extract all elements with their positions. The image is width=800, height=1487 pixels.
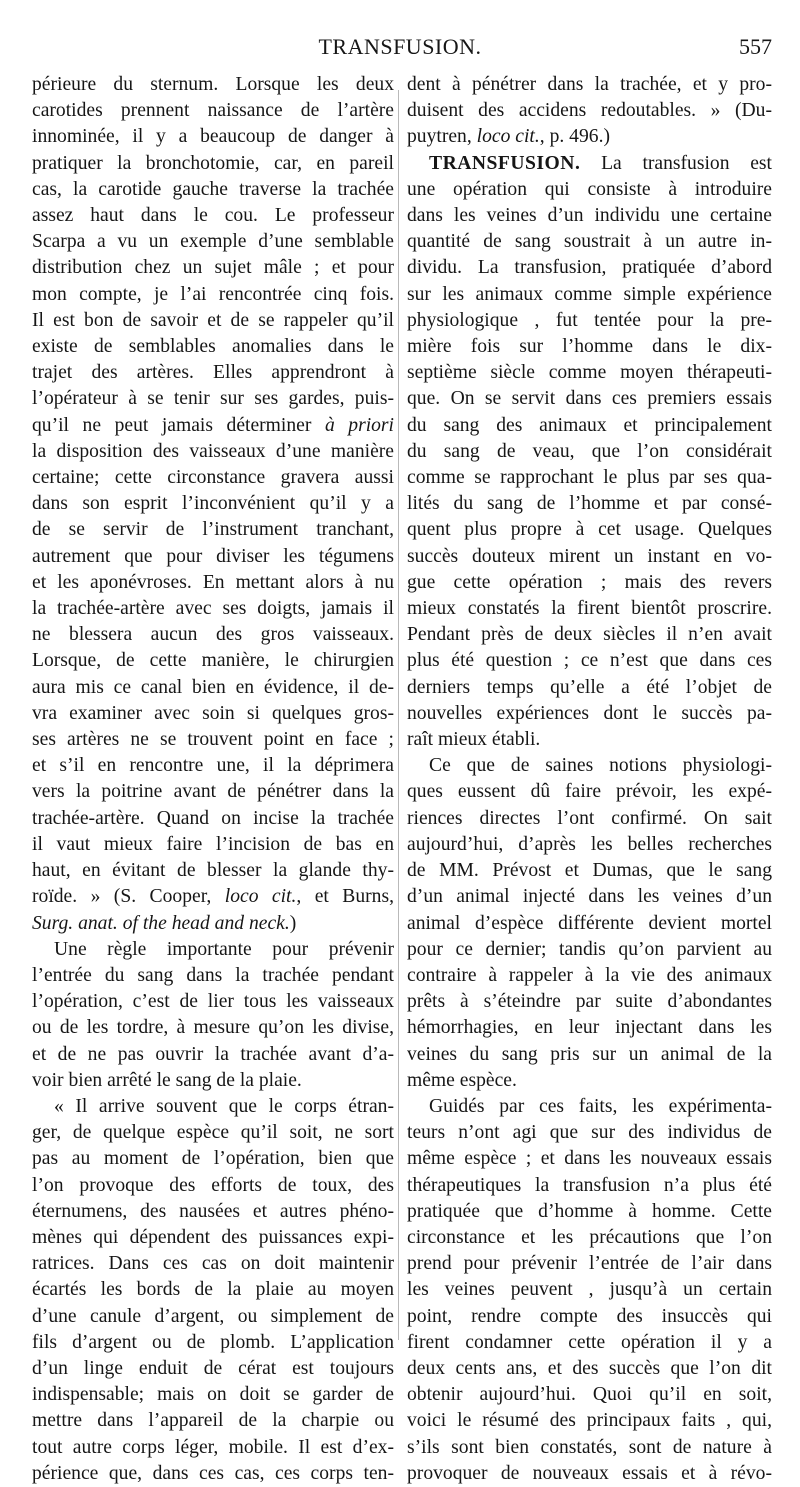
- line-text: haut, en évitant de blesser la glande thy-: [32, 860, 394, 882]
- line-text: dans son esprit l’inconvénient qu’il y a: [32, 493, 394, 515]
- line-text: que. On se servit dans ces premiers essais: [407, 388, 772, 410]
- text-line: [407, 1277, 772, 1303]
- text-line: [407, 1173, 772, 1199]
- line-text: circonstance et les précautions que l’on: [407, 1226, 772, 1248]
- line-text: deux cents ans, et des succès que l’on dit: [407, 1357, 772, 1379]
- line-text: pratiquer la bronchotomie, car, en pareil: [32, 152, 394, 174]
- line-text: il vaut mieux faire l’incision de bas en: [32, 833, 394, 855]
- text-line: [32, 229, 394, 255]
- line-text: ou de les tordre, à mesure qu’on les divise,: [32, 1017, 394, 1039]
- text-line: [407, 308, 772, 334]
- line-text: l’on provoque des efforts de toux, des: [32, 1174, 394, 1196]
- line-text: vers la poitrine avant de pénétrer dans la: [32, 781, 394, 803]
- line-text: l’opérateur à se tenir sur ses gardes, puis-: [32, 388, 394, 410]
- text-line: [32, 151, 394, 177]
- line-text: innominée, il y a beaucoup de danger à: [32, 126, 394, 148]
- line-text: plus été question ; ce n’est que dans ces: [407, 650, 772, 672]
- text-line: [407, 1251, 772, 1277]
- text-line: [32, 806, 394, 832]
- text-line: [32, 1461, 394, 1487]
- line-text: thérapeutiques la transfusion n’a plus été: [407, 1174, 772, 1196]
- text-line: [407, 229, 772, 255]
- line-text: contraire à rappeler à la vie des animaux: [407, 964, 772, 986]
- line-text: de se servir de l’instrument tranchant,: [32, 519, 394, 541]
- line-text: Scarpa a vu un exemple d’une semblable: [32, 231, 394, 253]
- italic-citation: loco cit.: [224, 886, 297, 908]
- text-line: [407, 1199, 772, 1225]
- line-text: succès douteux mirent un instant en vo-: [407, 545, 772, 567]
- text-line: [407, 806, 772, 832]
- line-text: veines du sang pris sur un animal de la: [407, 1043, 772, 1065]
- text-line: [407, 1356, 772, 1382]
- text-line: [407, 1015, 772, 1041]
- line-text: écartés les bords de la plaie au moyen: [32, 1279, 394, 1301]
- text-line: [407, 648, 772, 674]
- line-text: certaine; cette circonstance gravera aussi: [32, 467, 394, 489]
- line-text: Une règle importante pour prévenir: [54, 938, 394, 960]
- line-text: s’ils sont bien constatés, sont de nature à: [407, 1436, 772, 1458]
- line-text: provoquer de nouveaux essais et à révo-: [407, 1462, 772, 1484]
- text-line: [407, 177, 772, 203]
- text-line: [407, 963, 772, 989]
- text-line: [407, 675, 772, 701]
- line-text: derniers temps qu’elle a été l’objet de: [407, 676, 772, 698]
- right-text-column: [407, 72, 772, 1487]
- text-line: [32, 1094, 394, 1120]
- text-line: [32, 413, 394, 439]
- line-tail: , p. 496.): [539, 126, 610, 148]
- line-text: la trachée-artère avec ses doigts, jamais il: [32, 598, 394, 620]
- text-line: [32, 517, 394, 543]
- text-line: [407, 72, 772, 98]
- text-line: [32, 1199, 394, 1225]
- text-line: [32, 858, 394, 884]
- line-text: puytren,: [407, 126, 477, 148]
- line-text: Lorsque, de cette manière, le chirurgien: [32, 650, 394, 672]
- line-text: indispensable; mais on doit se garder de: [32, 1384, 394, 1406]
- line-text: nouvelles expériences dont le succès pa-: [407, 702, 772, 724]
- text-line: [407, 1094, 772, 1120]
- text-line: [32, 439, 394, 465]
- line-text: mettre dans l’appareil de la charpie ou: [32, 1410, 394, 1432]
- text-line: [407, 911, 772, 937]
- line-text: les veines peuvent , jusqu’à un certain: [407, 1279, 772, 1301]
- text-line: [407, 1304, 772, 1330]
- text-line: [32, 1251, 394, 1277]
- line-text: d’un linge enduit de cérat est toujours: [32, 1357, 394, 1379]
- line-text: trajet des artères. Elles apprendront à: [32, 362, 394, 384]
- text-line: [407, 465, 772, 491]
- text-line: [32, 1042, 394, 1068]
- line-tail: La transfusion est: [580, 152, 772, 174]
- line-text: éternumens, des nausées et autres phéno-: [32, 1200, 394, 1222]
- line-text: prend pour prévenir l’entrée de l’air dans: [407, 1253, 772, 1275]
- line-text: assez haut dans le cou. Le professeur: [32, 205, 394, 227]
- line-text: Ce que de saines notions physiologi-: [429, 755, 772, 777]
- text-line: [407, 1120, 772, 1146]
- line-text: pas au moment de l’opération, bien que: [32, 1148, 394, 1170]
- line-text: septième siècle comme moyen thérapeuti-: [407, 362, 772, 384]
- line-text: raît mieux établi.: [407, 729, 541, 751]
- line-text: animal d’espèce différente devient mortel: [407, 912, 772, 934]
- text-line: [32, 701, 394, 727]
- text-line: [407, 360, 772, 386]
- line-text: mière fois sur l’homme dans le dix-: [407, 336, 772, 358]
- line-text: d’un animal injecté dans les veines d’un: [407, 886, 772, 908]
- line-text: de MM. Prévost et Dumas, que le sang: [407, 860, 772, 882]
- text-line: [407, 1461, 772, 1487]
- line-text: vra examiner avec soin si quelques gros-: [32, 702, 394, 724]
- line-text: « Il arrive souvent que le corps étran-: [54, 1095, 394, 1117]
- entry-heading: TRANSFUSION.: [429, 152, 581, 174]
- text-line: [407, 622, 772, 648]
- line-text: Pendant près de deux siècles il n’en avait: [407, 624, 772, 646]
- line-text: tout autre corps léger, mobile. Il est d’ex-: [32, 1436, 394, 1458]
- text-line: [407, 282, 772, 308]
- text-line: [32, 1015, 394, 1041]
- line-text: roïde. » (S. Cooper,: [32, 886, 225, 908]
- text-line: [407, 596, 772, 622]
- line-text: ne blessera aucun des gros vaisseaux.: [32, 624, 394, 646]
- text-line: [32, 911, 394, 937]
- italic-citation: Surg. anat. of the head and neck.: [32, 912, 290, 934]
- line-text: cas, la carotide gauche traverse la trachée: [32, 178, 394, 200]
- text-line: [407, 727, 772, 753]
- line-text: mènes qui dépendent des puissances expi-: [32, 1226, 394, 1248]
- line-text: du sang des animaux et principalement: [407, 414, 772, 436]
- text-line: [32, 282, 394, 308]
- line-text: ger, de quelque espèce qu’il soit, ne sort: [32, 1122, 394, 1144]
- text-line: [32, 255, 394, 281]
- line-text: dent à pénétrer dans la trachée, et y pro-: [407, 74, 772, 95]
- line-text: mon compte, je l’ai rencontrée cinq fois.: [32, 283, 394, 305]
- line-text: ques eussent dû faire prévoir, les expé-: [407, 781, 772, 803]
- line-text: trachée-artère. Quand on incise la trachée: [32, 807, 394, 829]
- text-line: [407, 413, 772, 439]
- text-line: [407, 989, 772, 1015]
- text-line: [407, 701, 772, 727]
- line-text: Il est bon de savoir et de se rappeler qu’il: [32, 309, 394, 331]
- text-line: [407, 1225, 772, 1251]
- line-text: pour ce dernier; tandis qu’on parvient au: [407, 938, 772, 960]
- text-line: [32, 308, 394, 334]
- left-text-column: [32, 72, 394, 1487]
- line-text: mieux constatés la firent bientôt proscrire.: [407, 598, 772, 620]
- text-line: [407, 255, 772, 281]
- line-text: même espèce.: [407, 1069, 517, 1091]
- page-number: 557: [739, 34, 772, 59]
- line-text: riences directes l’ont confirmé. On sait: [407, 807, 772, 829]
- text-line: [407, 334, 772, 360]
- line-text: et s’il en rencontre une, il la déprimera: [32, 755, 394, 777]
- running-title: TRANSFUSION.: [318, 34, 482, 59]
- text-line: [407, 386, 772, 412]
- text-line: [32, 1304, 394, 1330]
- line-text: dans les veines d’un individu une certaine: [407, 205, 772, 227]
- text-line: [407, 151, 772, 177]
- line-text: qu’il ne peut jamais déterminer: [32, 414, 325, 436]
- line-text: quent plus propre à cet usage. Quelques: [407, 519, 772, 541]
- text-line: [32, 98, 394, 124]
- text-line: [407, 937, 772, 963]
- text-line: [32, 570, 394, 596]
- line-text: gue cette opération ; mais des revers: [407, 571, 772, 593]
- text-line: [32, 648, 394, 674]
- text-line: [32, 124, 394, 150]
- text-line: [32, 1173, 394, 1199]
- text-line: [407, 1382, 772, 1408]
- text-line: [32, 884, 394, 910]
- line-text: l’opération, c’est de lier tous les vaisseaux: [32, 991, 394, 1013]
- text-line: [32, 334, 394, 360]
- text-line: [32, 963, 394, 989]
- line-text: lités du sang de l’homme et par consé-: [407, 493, 772, 515]
- text-line: [32, 727, 394, 753]
- italic-citation: loco cit.: [476, 126, 540, 148]
- text-line: [407, 491, 772, 517]
- line-text: pratiquée que d’homme à homme. Cette: [407, 1200, 772, 1222]
- text-line: [32, 1382, 394, 1408]
- line-text: obtenir aujourd’hui. Quoi qu’il en soit,: [407, 1384, 772, 1406]
- text-line: [407, 1042, 772, 1068]
- text-line: [407, 832, 772, 858]
- line-text: ses artères ne se trouvent point en face ;: [32, 729, 394, 751]
- text-line: [32, 832, 394, 858]
- line-text: une opération qui consiste à introduire: [407, 178, 772, 200]
- text-line: [32, 544, 394, 570]
- line-text: périeure du sternum. Lorsque les deux: [32, 74, 394, 95]
- line-text: firent condamner cette opération il y a: [407, 1331, 772, 1353]
- line-tail: ): [289, 912, 297, 934]
- text-line: [407, 1330, 772, 1356]
- text-line: [407, 1068, 772, 1094]
- line-text: périence que, dans ces cas, ces corps ten-: [32, 1462, 394, 1484]
- page-header: [0, 22, 800, 62]
- text-line: [407, 570, 772, 596]
- line-text: autrement que pour diviser les tégumens: [32, 545, 394, 567]
- line-text: sur les animaux comme simple expérience: [407, 283, 772, 305]
- text-line: [32, 203, 394, 229]
- line-text: voir bien arrêté le sang de la plaie.: [32, 1069, 302, 1091]
- text-line: [407, 1435, 772, 1461]
- text-line: [32, 177, 394, 203]
- line-text: l’entrée du sang dans la trachée pendant: [32, 964, 394, 986]
- line-text: même espèce ; et dans les nouveaux essais: [407, 1148, 772, 1170]
- line-text: prêts à s’éteindre par suite d’abondantes: [407, 991, 772, 1013]
- text-line: [32, 1277, 394, 1303]
- text-line: [407, 98, 772, 124]
- line-text: du sang de veau, que l’on considérait: [407, 440, 772, 462]
- line-text: quantité de sang soustrait à un autre in-: [407, 231, 772, 253]
- text-line: [32, 753, 394, 779]
- line-text: hémorrhagies, en leur injectant dans les: [407, 1017, 772, 1039]
- line-text: distribution chez un sujet mâle ; et pour: [32, 257, 394, 279]
- text-line: [32, 596, 394, 622]
- text-line: [32, 1435, 394, 1461]
- text-line: [407, 753, 772, 779]
- text-line: [407, 439, 772, 465]
- line-text: physiologique , fut tentée pour la pre-: [407, 309, 772, 331]
- line-text: Guidés par ces faits, les expérimenta-: [429, 1095, 772, 1117]
- line-text: aujourd’hui, d’après les belles recherches: [407, 833, 772, 855]
- line-text: existe de semblables anomalies dans le: [32, 336, 394, 358]
- line-text: ratrices. Dans ces cas on doit maintenir: [32, 1253, 394, 1275]
- line-text: et de ne pas ouvrir la trachée avant d’a-: [32, 1043, 394, 1065]
- text-line: [32, 937, 394, 963]
- line-text: d’une canule d’argent, ou simplement de: [32, 1305, 394, 1327]
- text-line: [32, 1120, 394, 1146]
- line-tail: , et Burns,: [296, 886, 394, 908]
- line-text: duisent des accidens redoutables. » (Du-: [407, 100, 772, 122]
- text-line: [32, 386, 394, 412]
- text-line: [407, 884, 772, 910]
- text-line: [32, 72, 394, 98]
- text-line: [407, 858, 772, 884]
- text-line: [32, 989, 394, 1015]
- text-line: [32, 1330, 394, 1356]
- text-line: [32, 675, 394, 701]
- line-text: carotides prennent naissance de l’artère: [32, 100, 394, 122]
- text-line: [32, 360, 394, 386]
- text-line: [407, 1408, 772, 1434]
- line-text: teurs n’ont agi que sur des individus de: [407, 1122, 772, 1144]
- line-text: point, rendre compte des insuccès qui: [407, 1305, 772, 1327]
- line-text: aura mis ce canal bien en évidence, il de-: [32, 676, 394, 698]
- text-line: [32, 1146, 394, 1172]
- text-line: [32, 1408, 394, 1434]
- text-line: [32, 465, 394, 491]
- line-text: voici le résumé des principaux faits , qui,: [407, 1410, 772, 1432]
- text-line: [407, 1146, 772, 1172]
- italic-citation: à priori: [324, 414, 395, 436]
- text-line: [407, 517, 772, 543]
- line-text: la disposition des vaisseaux d’une manière: [32, 440, 394, 462]
- text-line: [407, 124, 772, 150]
- text-line: [32, 1225, 394, 1251]
- text-line: [32, 1068, 394, 1094]
- text-line: [32, 779, 394, 805]
- line-text: comme se rapprochant le plus par ses qua-: [407, 467, 772, 489]
- text-line: [407, 779, 772, 805]
- text-line: [32, 1356, 394, 1382]
- line-text: et les aponévroses. En mettant alors à nu: [32, 571, 394, 593]
- line-text: fils d’argent ou de plomb. L’application: [32, 1331, 394, 1353]
- text-line: [32, 491, 394, 517]
- text-line: [407, 203, 772, 229]
- text-line: [407, 544, 772, 570]
- column-divider: [398, 90, 399, 1340]
- line-text: dividu. La transfusion, pratiquée d’abord: [407, 257, 772, 279]
- text-line: [32, 622, 394, 648]
